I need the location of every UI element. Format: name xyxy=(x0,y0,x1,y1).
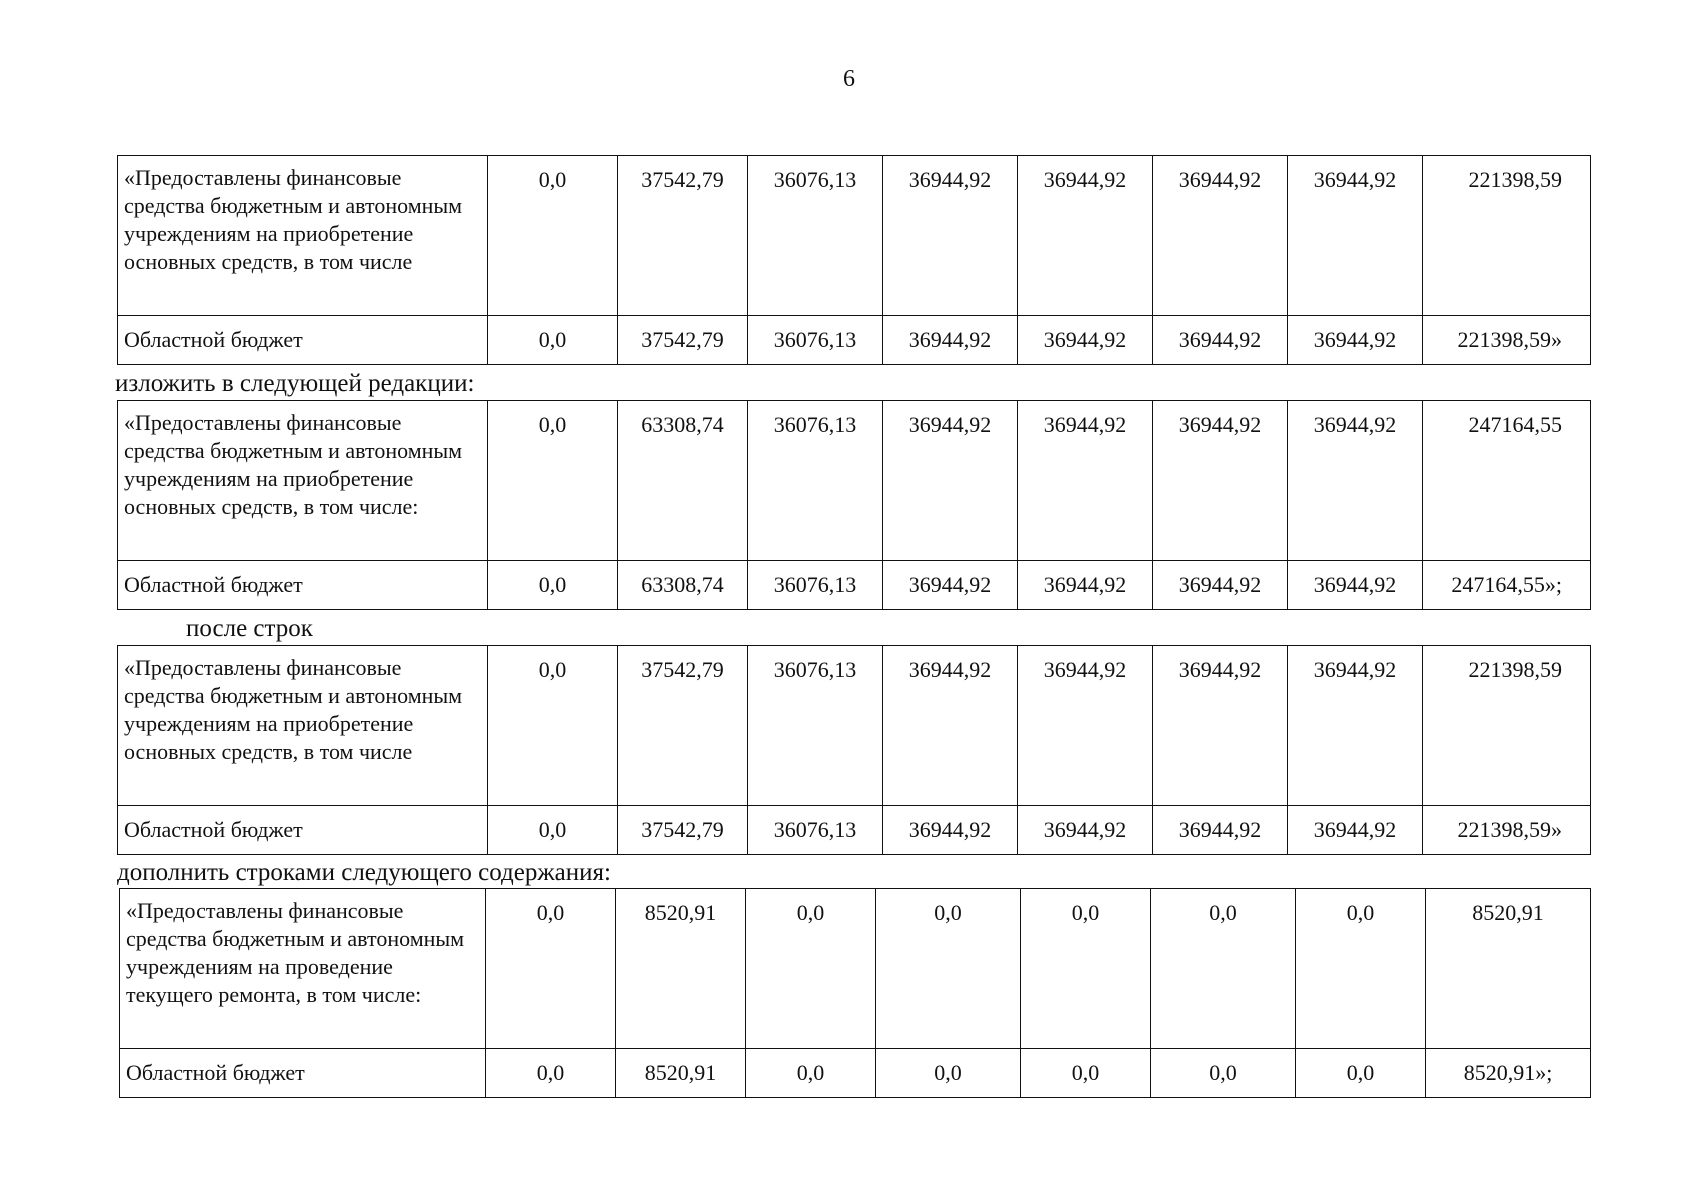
value-cell: 37542,79 xyxy=(618,316,748,365)
value-cell: 0,0 xyxy=(488,156,618,316)
total-cell: 247164,55»; xyxy=(1423,561,1591,610)
table-row xyxy=(118,401,1591,561)
table-row xyxy=(118,316,1591,365)
value-cell: 8520,91 xyxy=(616,889,746,1049)
value-cell: 36944,92 xyxy=(883,646,1018,806)
value-cell: 0,0 xyxy=(1021,1049,1151,1098)
value-cell: 36944,92 xyxy=(1288,401,1423,561)
budget-table-2 xyxy=(117,400,1591,610)
value-cell: 0,0 xyxy=(1021,889,1151,1049)
budget-table-3 xyxy=(117,645,1591,855)
value-cell: 36944,92 xyxy=(1288,316,1423,365)
value-cell: 0,0 xyxy=(488,316,618,365)
value-cell: 0,0 xyxy=(488,401,618,561)
value-cell: 36944,92 xyxy=(883,401,1018,561)
table-row xyxy=(120,889,1591,1049)
value-cell: 36076,13 xyxy=(748,316,883,365)
value-cell: 0,0 xyxy=(486,1049,616,1098)
value-cell: 36944,92 xyxy=(1018,561,1153,610)
budget-table-1 xyxy=(117,155,1591,365)
budget-table-4 xyxy=(119,888,1591,1098)
total-cell: 8520,91»; xyxy=(1426,1049,1591,1098)
table-row xyxy=(118,806,1591,855)
instruction-text: после строк xyxy=(186,615,313,642)
instruction-text: дополнить строками следующего содержания: xyxy=(117,859,611,886)
value-cell: 36076,13 xyxy=(748,561,883,610)
value-cell: 63308,74 xyxy=(618,561,748,610)
value-cell: 63308,74 xyxy=(618,401,748,561)
value-cell: 36944,92 xyxy=(1018,646,1153,806)
row-label: Областной бюджет xyxy=(118,806,488,855)
table-row xyxy=(118,646,1591,806)
row-label: «Предоставлены финансовые средства бюджетным и автономным учреждениям на приобретение основных средств, в том числе: xyxy=(118,401,488,561)
value-cell: 36076,13 xyxy=(748,401,883,561)
total-cell: 8520,91 xyxy=(1426,889,1591,1049)
page-number: 6 xyxy=(843,66,855,92)
total-cell: 247164,55 xyxy=(1423,401,1591,561)
value-cell: 0,0 xyxy=(1296,1049,1426,1098)
value-cell: 36944,92 xyxy=(1153,806,1288,855)
value-cell: 37542,79 xyxy=(618,806,748,855)
value-cell: 36944,92 xyxy=(883,561,1018,610)
value-cell: 36076,13 xyxy=(748,806,883,855)
total-cell: 221398,59» xyxy=(1423,806,1591,855)
value-cell: 0,0 xyxy=(876,1049,1021,1098)
table-row xyxy=(118,156,1591,316)
value-cell: 0,0 xyxy=(488,561,618,610)
row-label: Областной бюджет xyxy=(120,1049,486,1098)
value-cell: 36076,13 xyxy=(748,156,883,316)
value-cell: 36944,92 xyxy=(1288,561,1423,610)
row-label: «Предоставлены финансовые средства бюджетным и автономным учреждениям на приобретение основных средств, в том числе xyxy=(118,156,488,316)
value-cell: 0,0 xyxy=(1296,889,1426,1049)
value-cell: 36944,92 xyxy=(1288,646,1423,806)
value-cell: 36944,92 xyxy=(1153,561,1288,610)
row-label: «Предоставлены финансовые средства бюджетным и автономным учреждениям на приобретение основных средств, в том числе xyxy=(118,646,488,806)
value-cell: 8520,91 xyxy=(616,1049,746,1098)
value-cell: 36944,92 xyxy=(1153,401,1288,561)
value-cell: 37542,79 xyxy=(618,646,748,806)
value-cell: 0,0 xyxy=(746,1049,876,1098)
row-label: Областной бюджет xyxy=(118,561,488,610)
value-cell: 36076,13 xyxy=(748,646,883,806)
value-cell: 0,0 xyxy=(746,889,876,1049)
value-cell: 36944,92 xyxy=(1018,156,1153,316)
table-row xyxy=(118,561,1591,610)
total-cell: 221398,59 xyxy=(1423,156,1591,316)
instruction-text: изложить в следующей редакции: xyxy=(115,370,475,397)
value-cell: 36944,92 xyxy=(1018,401,1153,561)
total-cell: 221398,59 xyxy=(1423,646,1591,806)
value-cell: 0,0 xyxy=(876,889,1021,1049)
value-cell: 37542,79 xyxy=(618,156,748,316)
table-row xyxy=(120,1049,1591,1098)
row-label: «Предоставлены финансовые средства бюджетным и автономным учреждениям на проведение текущего ремонта, в том числе: xyxy=(120,889,486,1049)
value-cell: 0,0 xyxy=(486,889,616,1049)
value-cell: 36944,92 xyxy=(883,156,1018,316)
total-cell: 221398,59» xyxy=(1423,316,1591,365)
value-cell: 36944,92 xyxy=(1018,316,1153,365)
value-cell: 36944,92 xyxy=(1153,316,1288,365)
value-cell: 0,0 xyxy=(488,806,618,855)
value-cell: 36944,92 xyxy=(1018,806,1153,855)
value-cell: 0,0 xyxy=(1151,1049,1296,1098)
row-label: Областной бюджет xyxy=(118,316,488,365)
value-cell: 0,0 xyxy=(488,646,618,806)
value-cell: 36944,92 xyxy=(1153,646,1288,806)
value-cell: 36944,92 xyxy=(883,316,1018,365)
value-cell: 36944,92 xyxy=(1288,156,1423,316)
value-cell: 0,0 xyxy=(1151,889,1296,1049)
value-cell: 36944,92 xyxy=(1288,806,1423,855)
value-cell: 36944,92 xyxy=(883,806,1018,855)
value-cell: 36944,92 xyxy=(1153,156,1288,316)
